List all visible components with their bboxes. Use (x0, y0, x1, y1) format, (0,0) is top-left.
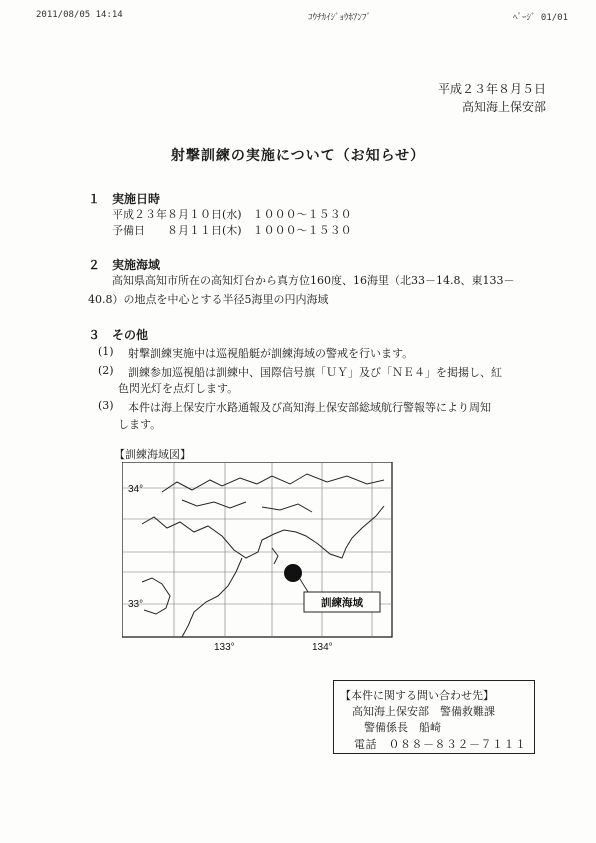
contact-department: 高知海上保安部 警備救難課 (352, 705, 495, 718)
section-1-number: １ (88, 192, 101, 206)
item-2-marker: (2) (98, 364, 114, 377)
longitude-134-label: 134° (312, 642, 333, 653)
contact-heading: 【本件に関する問い合わせ先】 (340, 689, 494, 702)
contact-phone: 電話 ０８８－８３２－７１１１ (354, 738, 527, 751)
contact-person: 警備係長 船崎 (364, 721, 441, 734)
item-3-marker: (3) (98, 399, 114, 412)
item-3-line-2: します。 (118, 418, 162, 431)
contact-box (333, 680, 535, 754)
document-title: 射撃訓練の実施について（お知らせ） (170, 148, 426, 164)
training-area-map (122, 462, 398, 658)
document-date: 平成２３年８月５日 (437, 82, 546, 96)
section-2-number: ２ (88, 258, 101, 272)
latitude-33-label: 33° (128, 599, 144, 610)
section-2-line-1: 高知県高知市所在の高知灯台から真方位160度、16海里（北33－14.8、東133－ (112, 274, 515, 287)
section-2-title: 実施海域 (112, 258, 161, 272)
section-2-line-2: 40.8）の地点を中心とする半径5海里の円内海域 (88, 293, 329, 306)
issuing-organization: 高知海上保安部 (461, 100, 546, 114)
item-1-marker: (1) (98, 345, 114, 358)
item-1-line-1: 射撃訓練実施中は巡視船艇が訓練海域の警戒を行います。 (128, 347, 414, 360)
fax-sender: ｺｳﾁｶｲｼﾞｮｳﾎｱﾝﾌﾞ (308, 13, 372, 23)
item-3-line-1: 本件は海上保安庁水路通報及び高知海上保安部総域航行警報等により周知 (128, 401, 491, 414)
item-2-line-2: 色閃光灯を点灯します。 (118, 382, 239, 395)
section-1-line-2: 予備日 ８月１１日(木) １０００～１５３０ (112, 224, 352, 237)
latitude-34-label: 34° (128, 484, 144, 495)
training-area-marker (284, 564, 302, 582)
fax-page-number: ﾍﾟｰｼﾞ 01/01 (512, 13, 568, 23)
fax-datetime: 2011/08/05 14:14 (36, 10, 123, 20)
longitude-133-label: 133° (214, 642, 235, 653)
section-1-line-1: 平成２３年８月１０日(水) １０００～１５３０ (112, 208, 352, 221)
section-1-title: 実施日時 (112, 192, 161, 206)
training-area-label: 訓練海域 (321, 597, 363, 609)
item-2-line-1: 訓練参加巡視船は訓練中、国際信号旗「ＵＹ」及び「ＮＥ４」を掲揚し、紅 (128, 366, 502, 379)
section-3-number: ３ (88, 328, 101, 342)
map-heading: 【訓練海域図】 (114, 448, 191, 461)
section-3-title: その他 (112, 328, 149, 342)
